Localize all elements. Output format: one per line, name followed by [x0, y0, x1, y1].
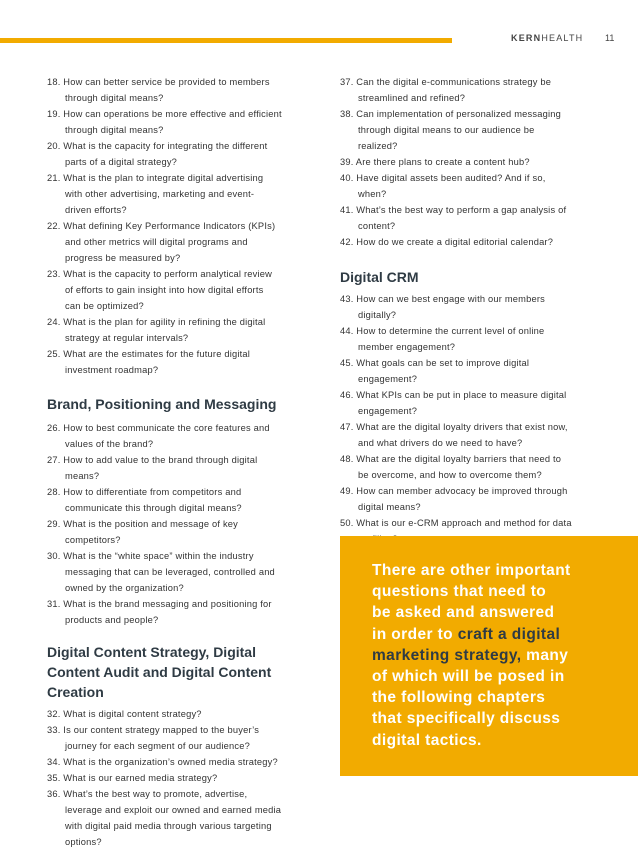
question-item	[47, 786, 305, 850]
question-item	[47, 346, 305, 378]
question-text: 24. What is the plan for agility in refining the digital	[47, 317, 266, 327]
callout-highlight: craft a digital	[457, 625, 561, 643]
question-item	[340, 154, 598, 170]
question-list	[47, 74, 305, 378]
question-item	[340, 202, 598, 234]
question-text: 18. How can better service be provided to members	[47, 77, 270, 87]
question-text: 46. What KPIs can be put in place to measure digital	[340, 390, 567, 400]
question-item	[340, 74, 598, 106]
section-heading-crm: Digital CRM	[340, 269, 419, 285]
question-text: 45. What goals can be set to improve digital	[340, 358, 530, 368]
question-text: 40. Have digital assets been audited? And if so,	[340, 173, 546, 183]
question-item	[340, 291, 598, 323]
question-text: 22. What defining Key Performance Indicators (KPIs)	[47, 221, 276, 231]
question-continuation: and other metrics will digital programs and	[65, 237, 248, 247]
question-item	[47, 266, 305, 314]
question-list	[340, 74, 598, 250]
question-continuation: parts of a digital strategy?	[65, 157, 178, 167]
header-accent-bar	[0, 38, 452, 43]
question-continuation: through digital means to our audience be	[358, 125, 535, 135]
question-text: 36. What’s the best way to promote, advertise,	[47, 789, 248, 799]
question-continuation: owned by the organization?	[65, 583, 184, 593]
callout-highlight: marketing strategy,	[372, 646, 522, 664]
question-continuation: leverage and exploit our owned and earned media	[65, 805, 282, 815]
question-continuation: communicate this through digital means?	[65, 503, 242, 513]
question-text: 19. How can operations be more effective and efficient	[47, 109, 282, 119]
question-text: 38. Can implementation of personalized messaging	[340, 109, 561, 119]
question-continuation: when?	[358, 189, 387, 199]
question-item	[47, 770, 305, 786]
question-continuation: investment roadmap?	[65, 365, 159, 375]
callout-line: be asked and answered	[372, 604, 555, 622]
question-continuation: can be optimized?	[65, 301, 144, 311]
question-continuation: journey for each segment of our audience?	[65, 741, 250, 751]
question-text: 25. What are the estimates for the future digital	[47, 349, 251, 359]
question-item	[47, 314, 305, 346]
question-text: 27. How to add value to the brand through digital	[47, 455, 258, 465]
question-text: 42. How do we create a digital editorial calendar?	[340, 237, 554, 247]
right-column	[340, 74, 598, 547]
question-text: 37. Can the digital e-communications strategy be	[340, 77, 552, 87]
callout-line: of which will be posed in	[372, 668, 565, 686]
heading-line: Content Audit and Digital Content	[47, 664, 272, 680]
question-text: 48. What are the digital loyalty barriers that need to	[340, 454, 562, 464]
question-text: 30. What is the “white space” within the industry	[47, 551, 254, 561]
question-item	[340, 419, 598, 451]
question-text: 20. What is the capacity for integrating the different	[47, 141, 268, 151]
question-item	[47, 548, 305, 596]
question-item	[47, 420, 305, 452]
question-item	[340, 234, 598, 250]
callout-line: There are other important	[372, 562, 571, 579]
question-continuation: through digital means?	[65, 93, 164, 103]
question-text: 32. What is digital content strategy?	[47, 709, 202, 719]
question-item	[340, 451, 598, 483]
question-continuation: with digital paid media through various targeting	[65, 821, 272, 831]
question-item	[340, 355, 598, 387]
question-continuation: engagement?	[358, 406, 418, 416]
question-item	[340, 387, 598, 419]
question-text: 34. What is the organization’s owned media strategy?	[47, 757, 278, 767]
question-item	[340, 483, 598, 515]
brand-logo: KERNHEALTH	[511, 33, 584, 43]
question-text: 39. Are there plans to create a content hub?	[340, 157, 530, 167]
question-continuation: streamlined and refined?	[358, 93, 466, 103]
question-list	[47, 420, 305, 628]
question-text: 49. How can member advocacy be improved through	[340, 486, 568, 496]
question-continuation: and what drivers do we need to have?	[358, 438, 523, 448]
question-text: 21. What is the plan to integrate digital advertising	[47, 173, 264, 183]
question-text: 47. What are the digital loyalty drivers that exist now,	[340, 422, 568, 432]
question-continuation: content?	[358, 221, 396, 231]
question-text: 26. How to best communicate the core features and	[47, 423, 270, 433]
left-column	[47, 74, 305, 850]
question-item	[47, 706, 305, 722]
question-continuation: digitally?	[358, 310, 397, 320]
question-continuation: realized?	[358, 141, 398, 151]
question-continuation: progress be measured by?	[65, 253, 181, 263]
question-continuation: be overcome, and how to overcome them?	[358, 470, 542, 480]
question-text: 41. What’s the best way to perform a gap analysis of	[340, 205, 567, 215]
callout-line: many	[521, 646, 569, 664]
question-continuation: options?	[65, 837, 102, 847]
question-continuation: with other advertising, marketing and event-	[65, 189, 255, 199]
question-continuation: values of the brand?	[65, 439, 154, 449]
section-heading-content	[47, 642, 305, 702]
question-item	[47, 754, 305, 770]
callout-line: digital tactics.	[372, 731, 482, 749]
question-continuation: driven efforts?	[65, 205, 127, 215]
question-continuation: competitors?	[65, 535, 121, 545]
callout-box	[340, 536, 638, 776]
heading-line: Creation	[47, 684, 104, 700]
question-text: 23. What is the capacity to perform analytical review	[47, 269, 273, 279]
question-item	[47, 452, 305, 484]
callout-text	[372, 560, 632, 751]
question-continuation: means?	[65, 471, 100, 481]
question-item	[340, 323, 598, 355]
question-text: 35. What is our earned media strategy?	[47, 773, 218, 783]
question-continuation: engagement?	[358, 374, 418, 384]
question-continuation: strategy at regular intervals?	[65, 333, 189, 343]
question-item	[47, 170, 305, 218]
question-text: 31. What is the brand messaging and positioning for	[47, 599, 272, 609]
question-text: 28. How to differentiate from competitors and	[47, 487, 242, 497]
callout-line: in order to	[372, 625, 458, 643]
section-heading-brand: Brand, Positioning and Messaging	[47, 396, 277, 412]
question-continuation: through digital means?	[65, 125, 164, 135]
question-text: 44. How to determine the current level of online	[340, 326, 545, 336]
question-item	[340, 106, 598, 154]
question-item	[47, 74, 305, 106]
question-list	[47, 706, 305, 850]
question-list	[340, 291, 598, 547]
question-text: 33. Is our content strategy mapped to the buyer’s	[47, 725, 260, 735]
page-number: 11	[605, 33, 615, 43]
question-item	[47, 722, 305, 754]
question-item	[47, 106, 305, 138]
callout-line: that specifically discuss	[372, 710, 561, 728]
question-item	[47, 516, 305, 548]
question-item	[340, 170, 598, 202]
heading-line: Digital Content Strategy, Digital	[47, 644, 256, 660]
question-item	[47, 484, 305, 516]
question-continuation: products and people?	[65, 615, 159, 625]
question-text: 29. What is the position and message of key	[47, 519, 239, 529]
question-continuation: messaging that can be leveraged, controlled and	[65, 567, 275, 577]
question-item	[47, 138, 305, 170]
question-continuation: member engagement?	[358, 342, 456, 352]
question-item	[47, 596, 305, 628]
question-text: 50. What is our e-CRM approach and method for data	[340, 518, 572, 528]
question-item	[47, 218, 305, 266]
callout-line: the following chapters	[372, 689, 546, 707]
callout-line: questions that need to	[372, 583, 547, 601]
question-continuation: of efforts to gain insight into how digital efforts	[65, 285, 264, 295]
question-continuation: digital means?	[358, 502, 421, 512]
question-text: 43. How can we best engage with our members	[340, 294, 545, 304]
